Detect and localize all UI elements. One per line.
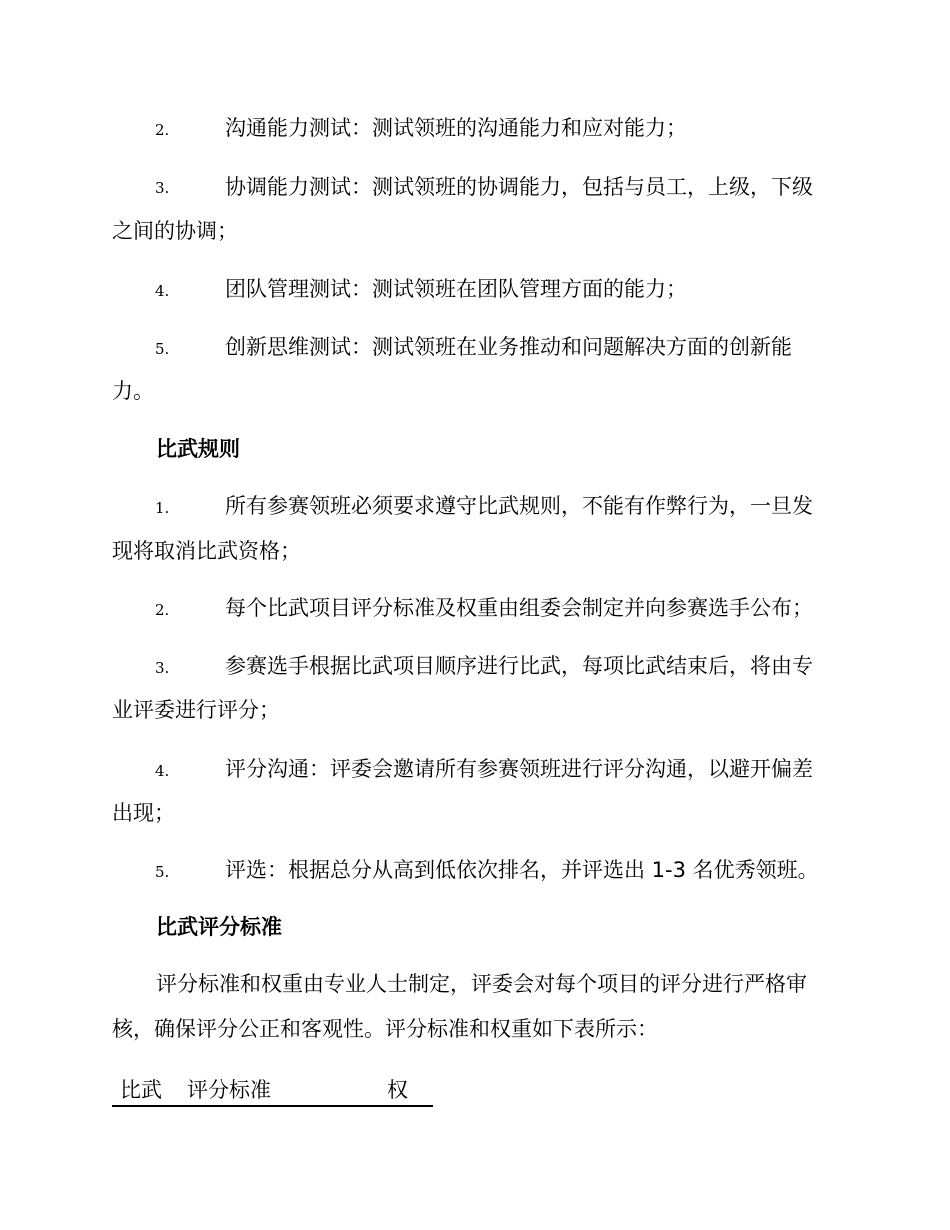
paragraph-line: 核，确保评分公正和客观性。评分标准和权重如下表所示：: [112, 1017, 658, 1041]
list-number: 5.: [155, 863, 170, 881]
list-item-text: 协调能力测试：测试领班的协调能力，包括与员工，上级，下级: [225, 175, 813, 199]
list-item-continuation: 之间的协调；: [112, 219, 238, 243]
list-item-text: 评选：根据总分从高到低依次排名，并评选出 1-3 名优秀领班。: [225, 858, 819, 882]
list-number: 2.: [155, 121, 170, 139]
list-item-continuation: 现将取消比武资格；: [112, 539, 301, 563]
table-header-rule: [112, 1105, 433, 1107]
section-heading-scoring: 比武评分标准: [156, 915, 282, 939]
list-item-continuation: 出现；: [112, 801, 175, 825]
table-header-cell: 比武: [120, 1078, 162, 1102]
list-number: 4.: [155, 762, 170, 780]
list-item-text: 创新思维测试：测试领班在业务推动和问题解决方面的创新能: [225, 335, 792, 359]
list-number: 3.: [155, 659, 170, 677]
list-item-text: 评分沟通：评委会邀请所有参赛领班进行评分沟通，以避开偏差: [225, 757, 813, 781]
list-number: 2.: [155, 601, 170, 619]
paragraph-line: 评分标准和权重由专业人士制定，评委会对每个项目的评分进行严格审: [156, 972, 807, 996]
table-header-cell: 评分标准: [187, 1078, 271, 1102]
section-heading-rules: 比武规则: [156, 437, 240, 461]
list-item-text: 沟通能力测试：测试领班的沟通能力和应对能力；: [225, 116, 687, 140]
list-item-text: 每个比武项目评分标准及权重由组委会制定并向参赛选手公布；: [225, 596, 813, 620]
list-item-text: 团队管理测试：测试领班在团队管理方面的能力；: [225, 277, 687, 301]
list-number: 1.: [155, 499, 170, 517]
list-number: 5.: [155, 340, 170, 358]
list-item-continuation: 业评委进行评分；: [112, 698, 280, 722]
list-item-continuation: 力。: [112, 379, 154, 403]
table-header-cell: 权: [387, 1078, 408, 1102]
list-number: 4.: [155, 282, 170, 300]
list-item-text: 所有参赛领班必须要求遵守比武规则，不能有作弊行为，一旦发: [225, 494, 813, 518]
list-number: 3.: [155, 179, 170, 197]
list-item-text: 参赛选手根据比武项目顺序进行比武，每项比武结束后，将由专: [225, 654, 813, 678]
